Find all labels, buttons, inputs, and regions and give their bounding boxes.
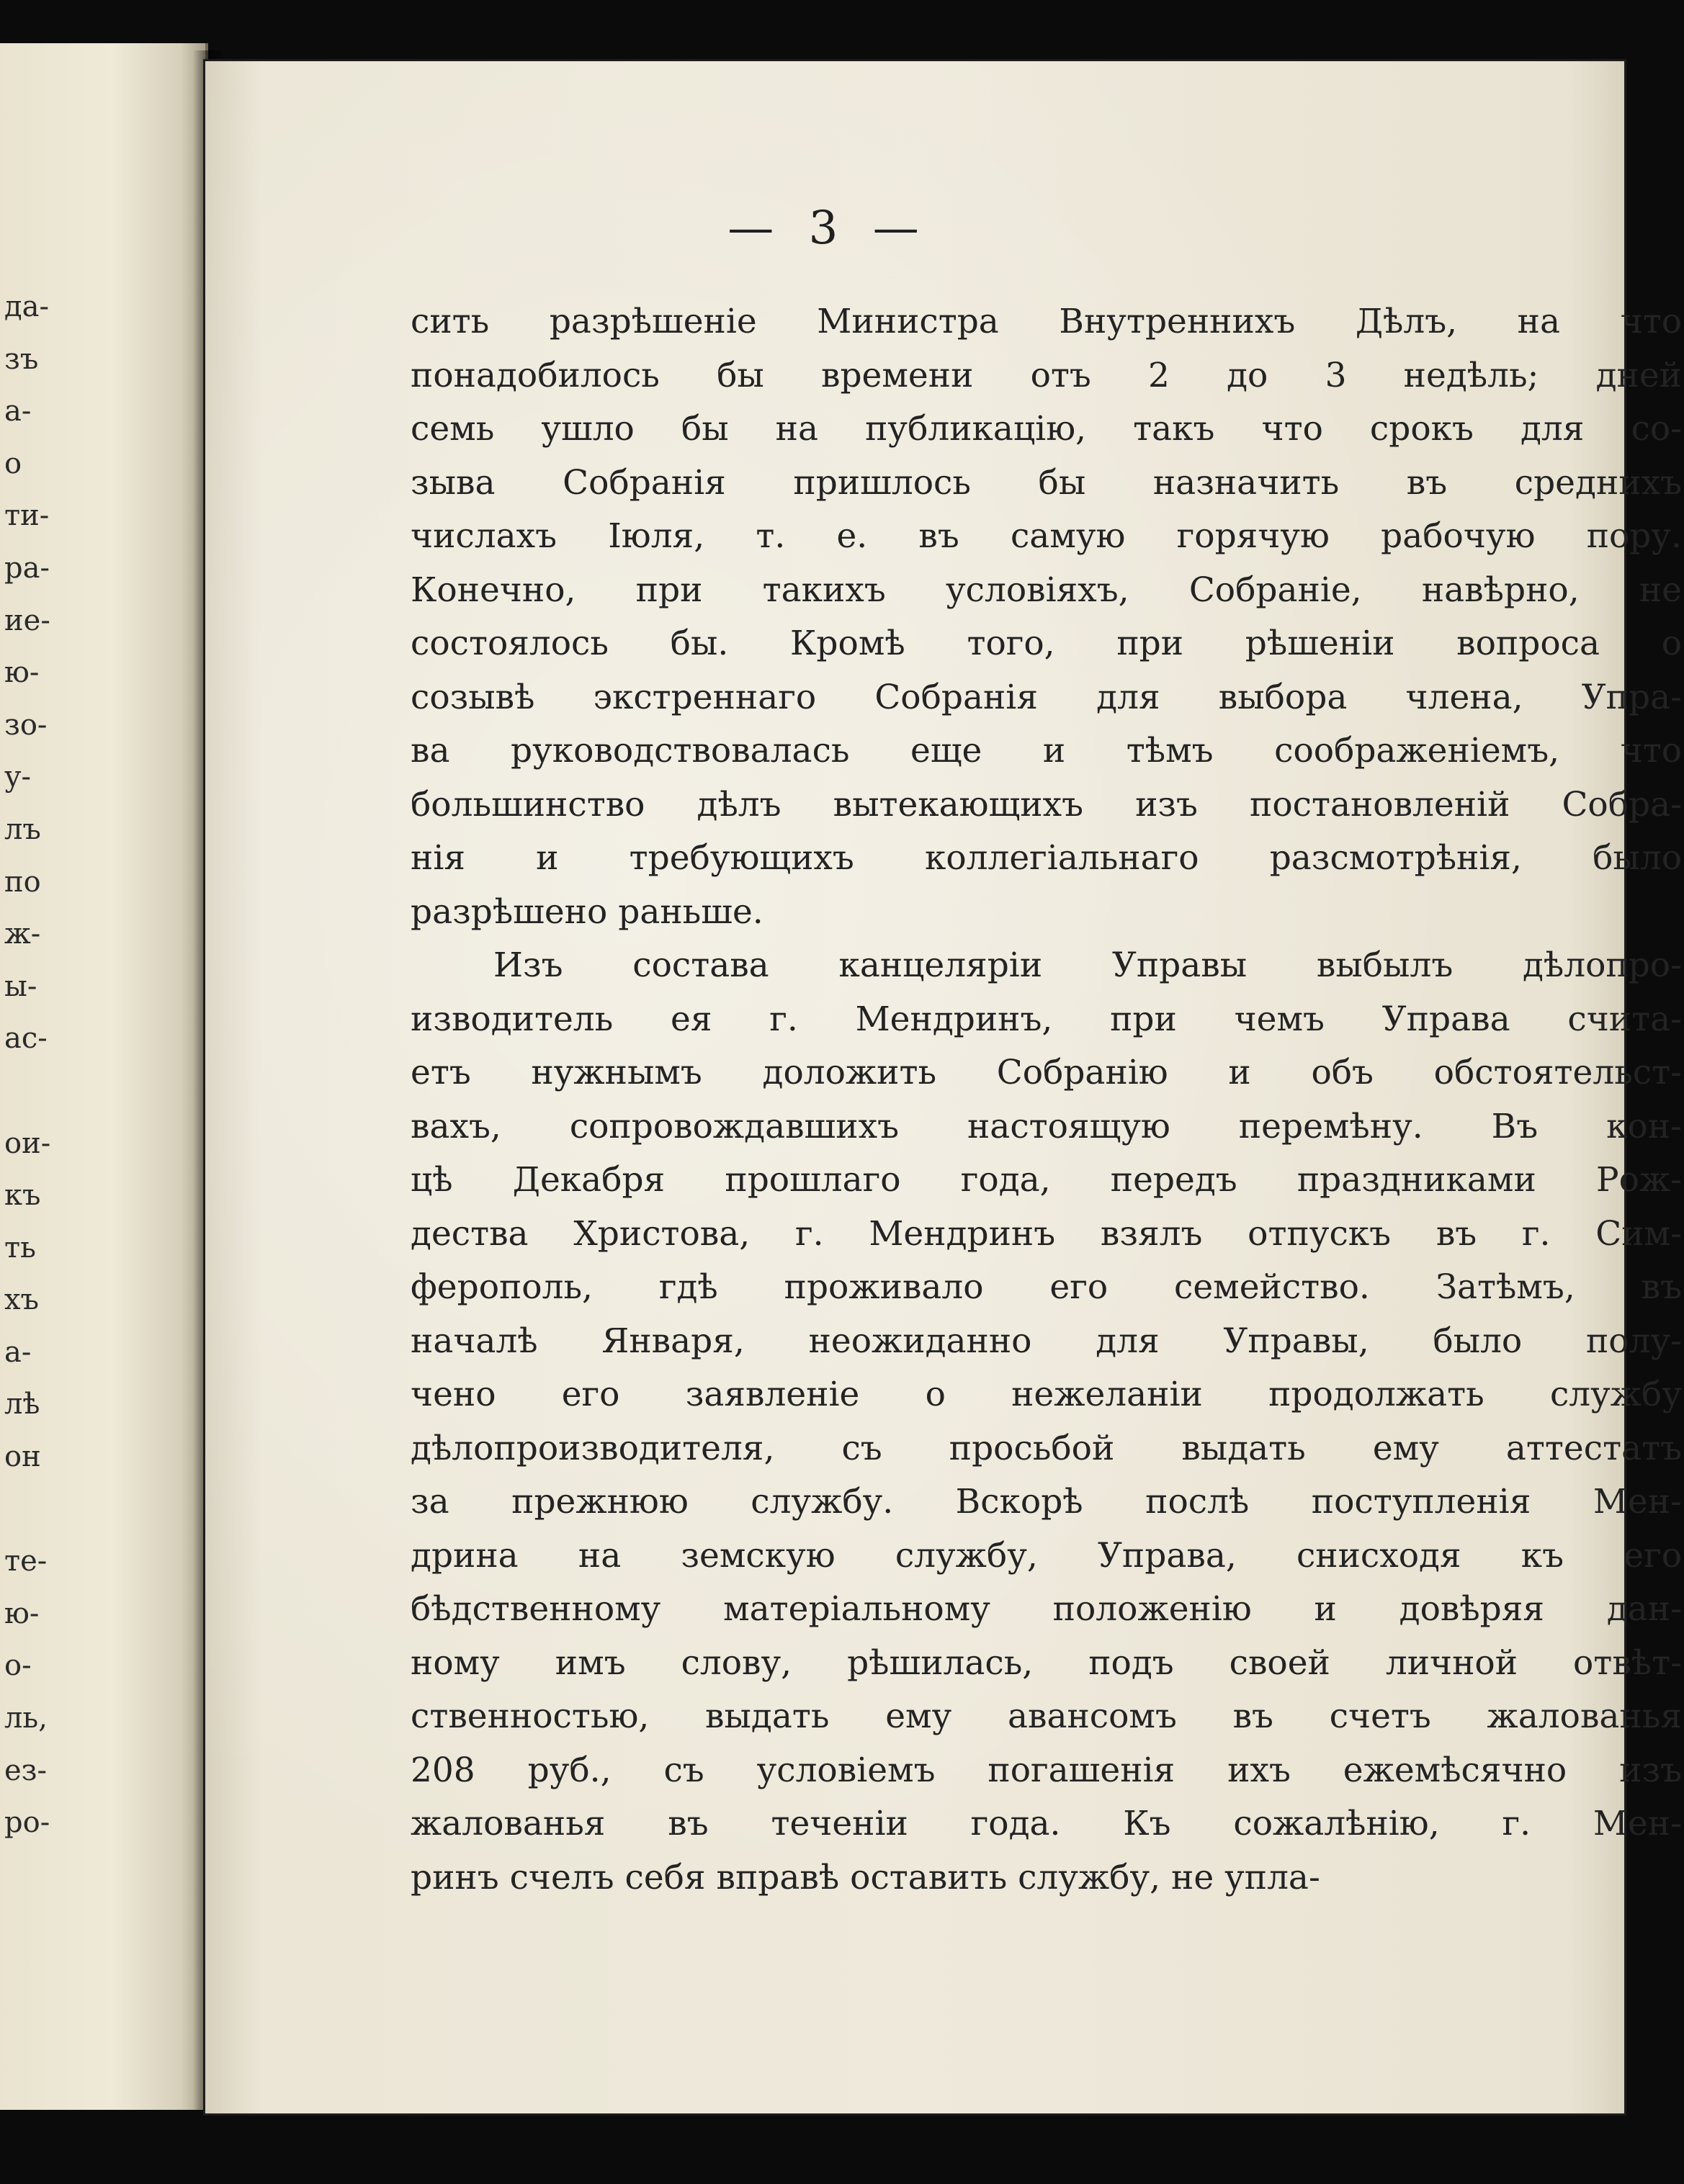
left-page-fragment: ра- — [4, 551, 50, 585]
text-line: дѣлопроизводителя, съ просьбой выдать ему аттестатъ — [411, 1428, 1682, 1468]
text-line: созывѣ экстреннаго Собранія для выбора члена, Упра- — [411, 677, 1682, 717]
text-line: дества Христова, г. Мендринъ взялъ отпускъ въ г. Сим- — [411, 1213, 1682, 1254]
left-page-fragment: къ — [4, 1179, 41, 1213]
left-page-fragment — [0, 1065, 205, 1118]
left-page-fragment: ас- — [4, 1022, 48, 1056]
text-line: состоялось бы. Кромѣ того, при рѣшеніи вопроса о — [411, 624, 1682, 663]
text-line: большинство дѣлъ вытекающихъ изъ постановленій Собра- — [411, 784, 1682, 824]
left-page-fragment: ои- — [4, 1126, 51, 1160]
left-page-fragment: ро- — [4, 1806, 50, 1840]
text-line: семь ушло бы на публикацію, такъ что срокъ для со- — [411, 409, 1682, 449]
text-line: понадобилось бы времени отъ 2 до 3 недѣль; дней — [411, 355, 1682, 395]
left-page-fragment: ю- — [4, 656, 40, 690]
text-line: ному имъ слову, рѣшилась, подъ своей личной отвѣт- — [411, 1643, 1682, 1683]
text-line: разрѣшено раньше. — [411, 891, 763, 932]
text-line: етъ нужнымъ доложить Собранію и объ обстоятельст- — [411, 1053, 1682, 1092]
left-page-fragment: а- — [4, 395, 32, 428]
left-page-fragment — [0, 1483, 205, 1536]
text-line: числахъ Іюля, т. е. въ самую горячую рабочую пору. — [411, 516, 1682, 556]
text-line: жалованья въ теченіи года. Къ сожалѣнію, г. Мен- — [411, 1804, 1682, 1843]
left-page-edge — [0, 43, 208, 2110]
text-line: ственностью, выдать ему авансомъ въ счетъ жалованья — [411, 1697, 1682, 1736]
left-page-fragment: о — [4, 446, 22, 480]
left-page-fragment: о- — [4, 1649, 32, 1683]
text-line: дрина на земскую службу, Управа, снисходя къ его — [411, 1535, 1682, 1576]
text-line: сить разрѣшеніе Министра Внутреннихъ Дѣлъ, на что — [411, 302, 1682, 341]
text-line: Изъ состава канцеляріи Управы выбылъ дѣлопро- — [493, 945, 1682, 985]
page-number: — 3 — — [727, 202, 929, 255]
left-page-fragment: ез- — [4, 1753, 48, 1787]
page-3 — [205, 61, 1682, 2113]
left-page-fragment: хъ — [4, 1283, 40, 1317]
body-text — [411, 295, 1682, 1905]
text-line: нія и требующихъ коллегіальнаго разсмотрѣнія, было — [411, 838, 1682, 878]
left-page-fragment: по — [4, 865, 41, 899]
text-line: изводитель ея г. Мендринъ, при чемъ Управа счита- — [411, 999, 1682, 1039]
text-line: началѣ Января, неожиданно для Управы, было полу- — [411, 1321, 1682, 1361]
left-page-fragment: да- — [4, 290, 49, 323]
left-page-fragment: а- — [4, 1335, 32, 1369]
left-page-fragment: лъ — [4, 812, 41, 846]
left-page-fragment: зо- — [4, 708, 48, 742]
text-line: цѣ Декабря прошлаго года, передъ праздниками Рож- — [411, 1160, 1682, 1200]
text-line: бѣдственному матеріальному положенію и довѣряя дан- — [411, 1589, 1682, 1629]
text-line: ферополь, гдѣ проживало его семейство. Затѣмъ, въ — [411, 1267, 1682, 1307]
left-page-fragment: ж- — [4, 917, 41, 951]
left-page-fragment: он — [4, 1440, 41, 1474]
text-line: чено его заявленіе о нежеланіи продолжать службу — [411, 1375, 1682, 1414]
left-page-fragment: ль, — [4, 1702, 48, 1735]
text-line: зыва Собранія пришлось бы назначить въ среднихъ — [411, 462, 1682, 503]
left-page-fragment: ю- — [4, 1596, 40, 1630]
left-page-fragment: ти- — [4, 499, 50, 533]
left-page-fragment: ть — [4, 1231, 36, 1264]
left-page-fragment: те- — [4, 1545, 48, 1578]
left-page-fragment: у- — [4, 760, 32, 794]
text-line: ва руководствовалась еще и тѣмъ соображеніемъ, что — [411, 731, 1682, 770]
text-line: ринъ счелъ себя вправѣ оставить службу, не упла- — [411, 1857, 1320, 1897]
left-page-text-fragments — [0, 281, 205, 1849]
text-line: за прежнюю службу. Вскорѣ послѣ поступленія Мен- — [411, 1482, 1682, 1522]
text-line: Конечно, при такихъ условіяхъ, Собраніе, навѣрно, не — [411, 570, 1682, 610]
text-line: вахъ, сопровождавшихъ настоящую перемѣну. Въ кон- — [411, 1106, 1682, 1146]
text-line: 208 руб., съ условіемъ погашенія ихъ ежемѣсячно изъ — [411, 1750, 1682, 1790]
left-page-fragment: зъ — [4, 342, 39, 376]
left-page-fragment: ие- — [4, 603, 50, 637]
left-page-fragment: лѣ — [4, 1388, 40, 1421]
left-page-fragment: ы- — [4, 969, 37, 1003]
